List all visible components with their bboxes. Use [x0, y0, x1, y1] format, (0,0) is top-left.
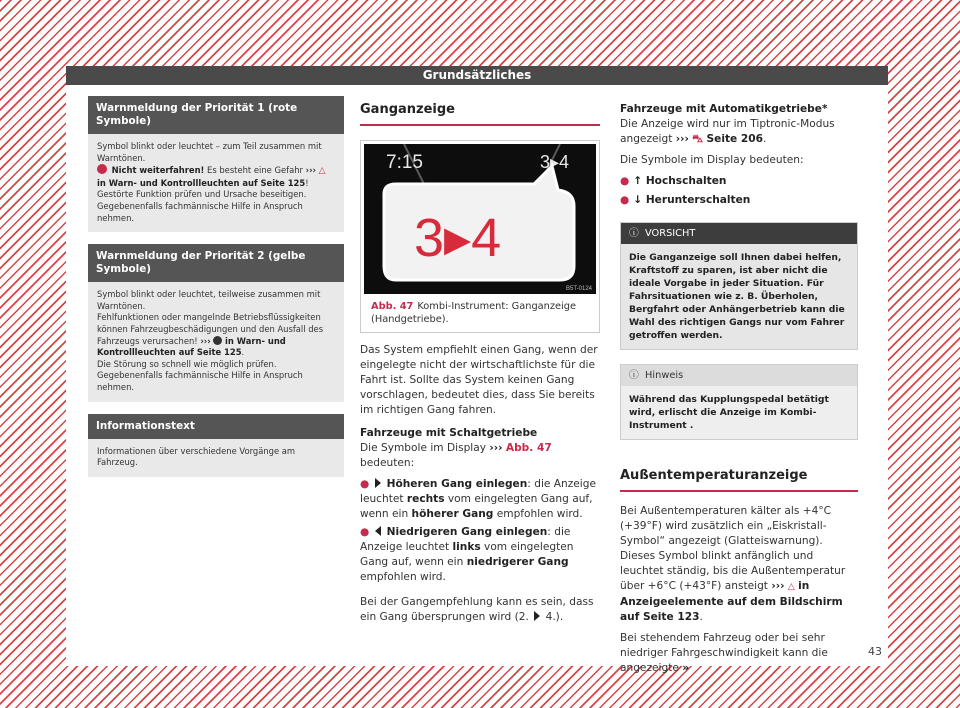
- arrow-left-icon: [375, 526, 381, 536]
- warning-triangle-icon: △: [318, 166, 326, 177]
- priority-1-body: Symbol blinkt oder leuchtet – zum Teil zusammen mit Warntönen. Nicht weiterfahren! Es besteht eine Gefahr ››› △ in Warn- und Kontrollleuchten auf Seite 125! Gestörte Funktion prüfen und Ursache beseitigen. Gegebenenfalls fachmännische Hilfe in Anspruch nehmen.: [88, 134, 344, 232]
- caution-icon: ⓘ: [629, 228, 639, 239]
- subheading-automatic: Fahrzeuge mit Automatikgetriebe*: [620, 103, 828, 115]
- section-title-gear: Ganganzeige: [360, 96, 600, 126]
- subheading-manual: Fahrzeuge mit Schaltgetriebe: [360, 427, 538, 439]
- link-warn-lights[interactable]: in Warn- und Kontrollleuchten auf Seite 125: [97, 177, 306, 188]
- priority-2-body: Symbol blinkt oder leuchtet, teilweise zusammen mit Warntönen. Fehlfunktionen oder mangelnde Betriebsflüssigkeiten können Fahrzeugbeschädigungen und den Ausfall des Fahrzeugs verursachen! ››› in Warn- und Kontrollleuchten auf Seite 125. Die Störung so schnell wie möglich prüfen. Gegebenenfalls fachmännische Hilfe in Anspruch nehmen.: [88, 282, 344, 401]
- info-icon: ⓘ: [629, 370, 639, 381]
- instrument-cluster-image: [364, 144, 596, 294]
- arrow-right-icon: [534, 611, 540, 621]
- paragraph-system: Das System empfiehlt einen Gang, wenn der eingelegte nicht der wirtschaftlichste für die Fahrt ist. Sollte das System keinen Gang vorschlagen, bedeutet dies, dass Sie bereits im richtigen Gang fahren.: [360, 344, 598, 416]
- link-page-123[interactable]: in Anzeigeelemente auf dem Bildschirm auf Seite 123: [620, 580, 843, 623]
- caution-box: [620, 222, 858, 350]
- priority-2-box: [88, 244, 344, 401]
- bullet-downshift: ● Niedrigeren Gang einlegen: die Anzeige leuchtet links vom eingelegten Gang auf, wenn ein niedrigerer Gang empfohlen wird.: [360, 526, 574, 583]
- priority-1-title: Warnmeldung der Priorität 1 (rote Symbole): [88, 96, 344, 134]
- paragraph-temperature: Bei Außentemperaturen kälter als +4°C (+39°F) wird zusätzlich ein „Eiskristall-Symbol“ angezeigt (Glatteiswarnung). Dieses Symbol blinkt anfänglich und leuchtet ständig, bis die Außentemperatur über +6°C (+43°F) ansteigt ››› △ in Anzeigeelemente auf dem Bildschirm auf Seite 123.: [620, 505, 846, 623]
- paragraph-stationary: Bei stehendem Fahrzeug oder bei sehr niedriger Fahrgeschwindigkeit kann die angezeigte »: [620, 632, 828, 674]
- link-warn-lights-2[interactable]: in Warn- und Kontrollleuchten auf Seite 125: [97, 335, 286, 358]
- note-box: [620, 364, 858, 440]
- figure-47: [360, 140, 600, 333]
- automatic-gearbox-block: Fahrzeuge mit Automatikgetriebe* Die Anzeige wird nur im Tiptronic-Modus angezeigt ››› ⛍ Seite 206.: [620, 103, 835, 145]
- bullet-upshift: ● Höheren Gang einlegen: die Anzeige leuchtet rechts vom eingelegten Gang auf, wenn ein höherer Gang empfohlen wird.: [360, 478, 596, 520]
- info-text-box: [88, 414, 344, 477]
- info-text-title: Informationstext: [88, 414, 344, 439]
- continue-marker: »: [682, 662, 690, 674]
- middle-column: [360, 96, 600, 625]
- figure-caption: Abb. 47 Kombi-Instrument: Ganganzeige (Handgetriebe).: [371, 301, 577, 325]
- car-icon: ⛍: [692, 133, 704, 145]
- bullet-up: ● ↑ Hochschalten: [620, 175, 727, 187]
- caution-text: Die Ganganzeige soll Ihnen dabei helfen, Kraftstoff zu sparen, ist aber nicht die ideale Vorgabe in jeder Situation. Für Fahrsituationen wie z. B. Überholen, Bergfahrt oder Anhängerbetrieb kann die Wahl des richtigen Gangs nur vom Fahrer getroffen werden.: [621, 244, 857, 349]
- gear-indicator-large: 3▸4: [414, 208, 502, 268]
- paragraph-skip: Bei der Gangempfehlung kann es sein, dass ein Gang übersprungen wird (2. 4.).: [360, 596, 594, 623]
- manual-gearbox-block: Fahrzeuge mit Schaltgetriebe Die Symbole im Display ››› Abb. 47 bedeuten:: [360, 427, 552, 469]
- caution-title: ⓘ VORSICHT: [621, 223, 857, 244]
- note-title: ⓘ Hinweis: [621, 365, 857, 386]
- gear-display-graphic: [364, 144, 596, 294]
- arrow-right-icon: [375, 478, 381, 488]
- warning-triangle-icon: △: [787, 582, 795, 592]
- note-text: Während das Kupplungspedal betätigt wird, erlischt die Anzeige im Kombi-Instrument .: [621, 386, 857, 439]
- link-abb-47[interactable]: Abb. 47: [505, 442, 552, 454]
- info-circle-icon: [213, 336, 222, 345]
- page-number: 43: [868, 645, 882, 658]
- link-page-206[interactable]: Seite 206: [706, 133, 764, 145]
- chapter-header: Grundsätzliches: [66, 66, 888, 85]
- priority-1-box: [88, 96, 344, 232]
- stop-warning-icon: [97, 164, 107, 174]
- image-code: B5T-0124: [566, 286, 593, 292]
- info-text-body: Informationen über verschiedene Vorgänge am Fahrzeug.: [88, 439, 344, 477]
- paragraph-symbols: Die Symbole im Display bedeuten:: [620, 154, 804, 166]
- manual-page: [66, 66, 888, 674]
- priority-2-title: Warnmeldung der Priorität 2 (gelbe Symbole): [88, 244, 344, 282]
- left-column: [88, 96, 344, 489]
- clock-readout: 7:15: [386, 152, 423, 173]
- bullet-down: ● ↓ Herunterschalten: [620, 194, 751, 206]
- gear-indicator-small: 3▸4: [540, 152, 570, 172]
- section-title-temperature: Außentemperaturanzeige: [620, 462, 858, 492]
- right-column: [620, 96, 858, 676]
